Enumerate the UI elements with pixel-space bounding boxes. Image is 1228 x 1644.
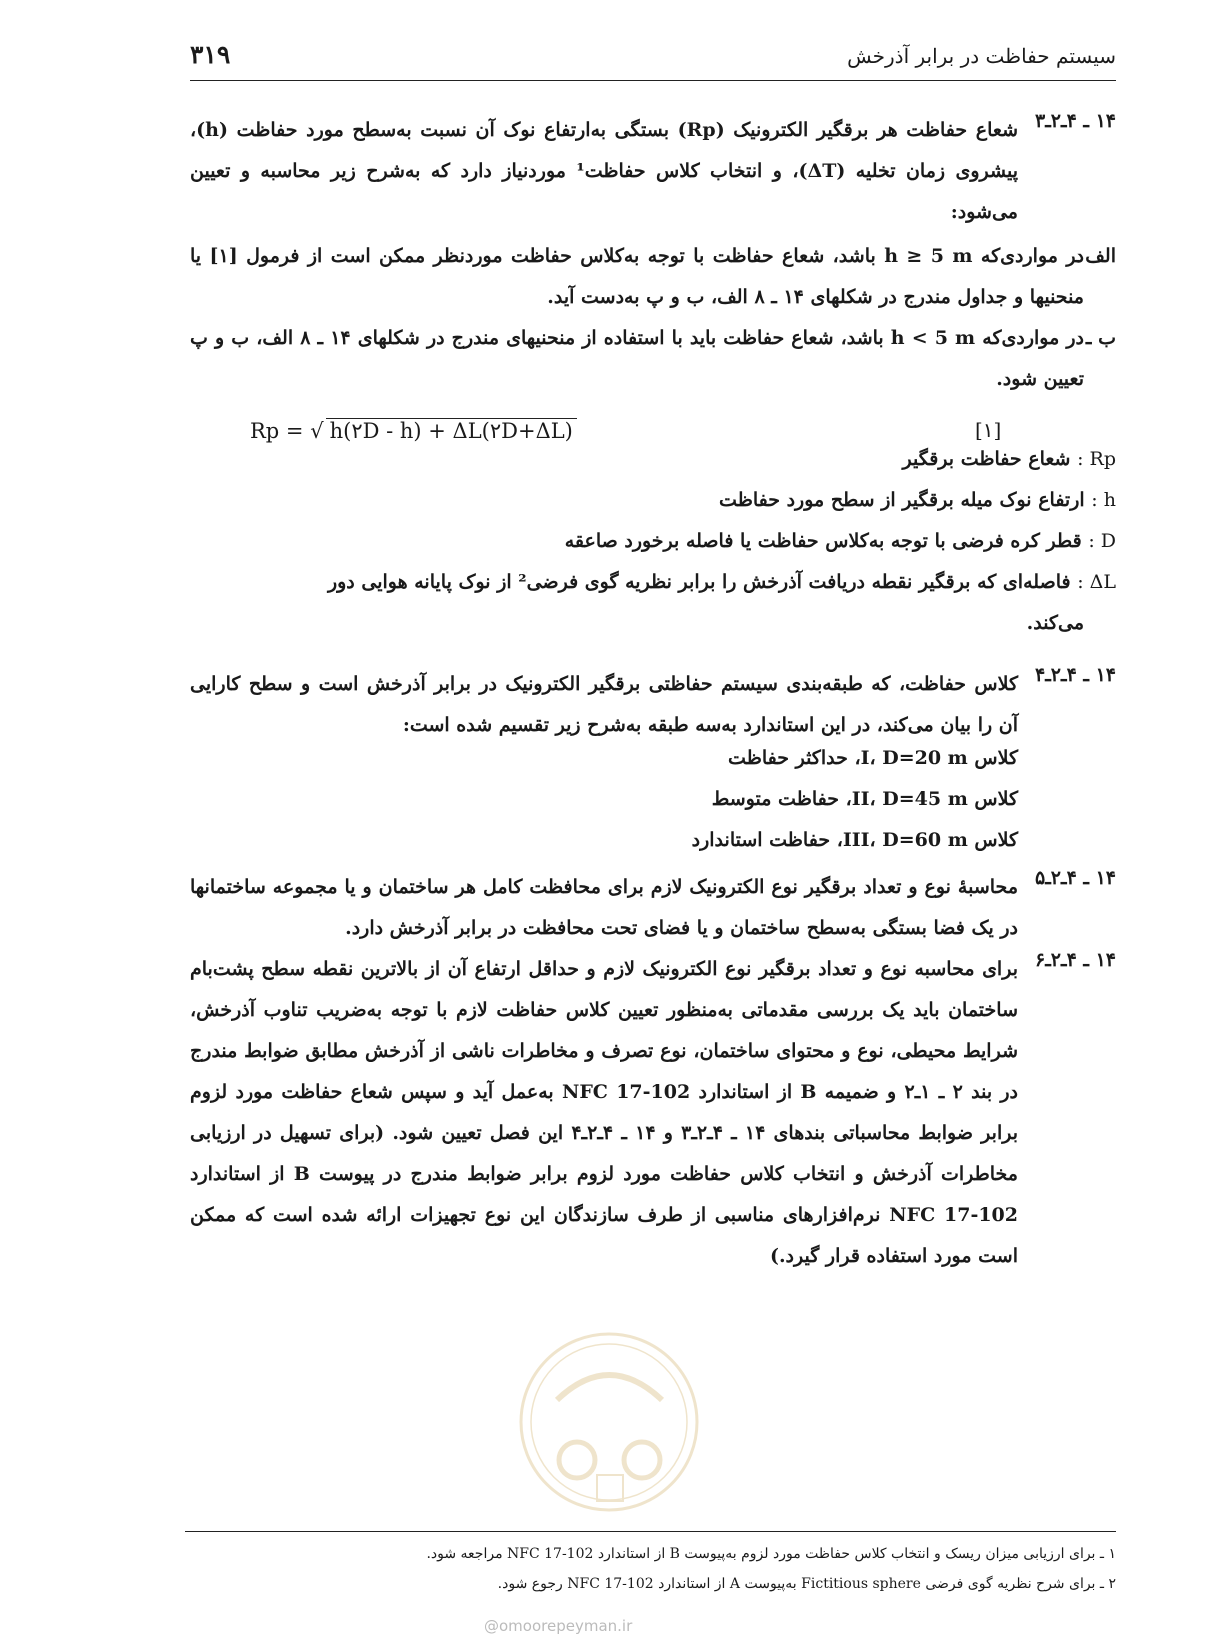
definition-rp [903,448,1116,470]
section-14-4-2-4 [190,664,1116,746]
definition-text: ارتفاع نوک میله برقگیر از سطح مورد حفاظت [719,489,1085,511]
definition-text: می‌کند. [1026,612,1084,634]
page-number: ۳۱۹ [190,40,231,69]
section-text: محاسبهٔ نوع و تعداد برقگیر نوع الکترونیک لازم برای محافظت کامل هر ساختمان و یا مجموعه ساختمانها در یک فضا بستگی به‌سطح ساختمان و یا فضای تحت محافظت در برابر آذرخش دارد. [190,876,1018,939]
formula-rhs: h(۲D - h) + ΔL(۲D+ΔL) [326,418,577,443]
section-number: ۱۴ ـ ۴ـ۲ـ۵ [1034,867,1116,889]
definition-d [565,530,1116,552]
footnote-1: ۱ ـ برای ارزیابی میزان ریسک و انتخاب کلاس حفاظت مورد لزوم به‌پیوست B از استاندارد NFC 17-102 مراجعه شود. [426,1546,1116,1562]
formula [250,418,577,443]
section-text: برای محاسبه نوع و تعداد برقگیر نوع الکترونیک لازم و حداقل ارتفاع آن از بالاترین نقطه سطح پشت‌بام ساختمان باید یک بررسی مقدماتی به‌منظور تعیین کلاس حفاظت لازم با توجه به‌ضریب تناوب آذرخش، شرایط محیطی، نوع و محتوای ساختمان، نوع تصرف و مخاطرات ناشی از آذرخش مطابق ضوابط مندرج در بند ۲ ـ ۱ـ۲ و ضمیمه B از استاندارد NFC 17-102 به‌عمل آید و سپس شعاع حفاظت مورد لزوم برابر ضوابط محاسباتی بندهای ۱۴ ـ ۴ـ۲ـ۳ و ۱۴ ـ ۴ـ۲ـ۴ این فصل تعیین شود. (برای تسهیل در ارزیابی مخاطرات آذرخش و انتخاب کلاس حفاظت مورد لزوم برابر ضوابط مندرج در پیوست B از استاندارد NFC 17-102 نرم‌افزارهای مناسبی از طرف سازندگان این نوع تجهیزات ارائه شده است که ممکن است مورد استفاده قرار گیرد.) [190,958,1019,1267]
class-iii: کلاس III، D=60 m، حفاظت استاندارد [691,829,1018,851]
running-title: سیستم حفاظت در برابر آذرخش [847,44,1116,68]
watermark-logo [517,1330,702,1515]
section-14-4-2-6 [190,949,1116,1277]
definition-text: قطر کره فرضی با توجه به‌کلاس حفاظت یا فاصله برخورد صاعقه [564,530,1082,552]
watermark-url: @omoorepeyman.ir [484,1617,633,1635]
definition-text: شعاع حفاظت برقگیر [902,448,1071,470]
definition-symbol: h : [1091,489,1116,511]
definition-symbol: D : [1088,530,1116,552]
footnote-2: ۲ ـ برای شرح نظریه گوی فرضی Fictitious sphere به‌پیوست A از استاندارد NFC 17-102 رجوع شود. [497,1576,1116,1592]
definition-symbol: ΔL : [1077,571,1116,593]
section-text: کلاس حفاظت، که طبقه‌بندی سیستم حفاظتی برقگیر الکترونیک در برابر آذرخش است و سطح کارایی آن را بیان می‌کند، در این استاندارد به‌سه طبقه به‌شرح زیر تقسیم شده است: [190,673,1018,736]
section-number: ۱۴ ـ ۴ـ۲ـ۶ [1034,949,1116,971]
definition-h [719,489,1116,511]
section-14-4-2-3 [190,110,1116,233]
item-be [190,318,1116,400]
item-text: در مواردی‌که h ≥ 5 m باشد، شعاع حفاظت با توجه به‌کلاس حفاظت موردنظر ممکن است از فرمول [۱] یا منحنیها و جداول مندرج در شکلهای ۱۴ ـ ۸ الف، ب و پ به‌دست آید. [190,245,1084,308]
sqrt-icon: √ [310,419,324,443]
definition-delta-l [328,571,1116,593]
item-label: ب ـ [1085,327,1116,349]
item-alef [190,236,1116,318]
formula-lhs: Rp = [250,419,304,443]
footnote-rule [185,1531,1116,1532]
item-label: الف ـ [1073,245,1116,267]
section-text: شعاع حفاظت هر برقگیر الکترونیک (Rp) بستگی به‌ارتفاع نوک آن نسبت به‌سطح مورد حفاظت (h)، پیشروی زمان تخلیه (ΔT)، و انتخاب کلاس حفاظت¹ موردنیاز دارد که به‌شرح زیر محاسبه و تعیین می‌شود: [190,119,1018,223]
class-i: کلاس I، D=20 m، حداکثر حفاظت [728,747,1018,769]
section-number: ۱۴ ـ ۴ـ۲ـ۳ [1034,110,1116,132]
class-ii: کلاس II، D=45 m، حفاظت متوسط [711,788,1018,810]
section-14-4-2-5 [190,867,1116,949]
item-text: در مواردی‌که h < 5 m باشد، شعاع حفاظت باید با استفاده از منحنیهای مندرج در شکلهای ۱۴ ـ ۸ الف، ب و پ تعیین شود. [190,327,1084,390]
section-number: ۱۴ ـ ۴ـ۲ـ۴ [1034,664,1116,686]
formula-ref: [۱] [975,418,1002,442]
definition-symbol: Rp : [1077,448,1116,470]
page-header [190,40,1116,81]
definition-text: فاصله‌ای که برقگیر نقطه دریافت آذرخش را برابر نظریه گوی فرضی² از نوک پایانه هوایی دور [327,571,1071,593]
definition-continuation [1027,612,1084,634]
